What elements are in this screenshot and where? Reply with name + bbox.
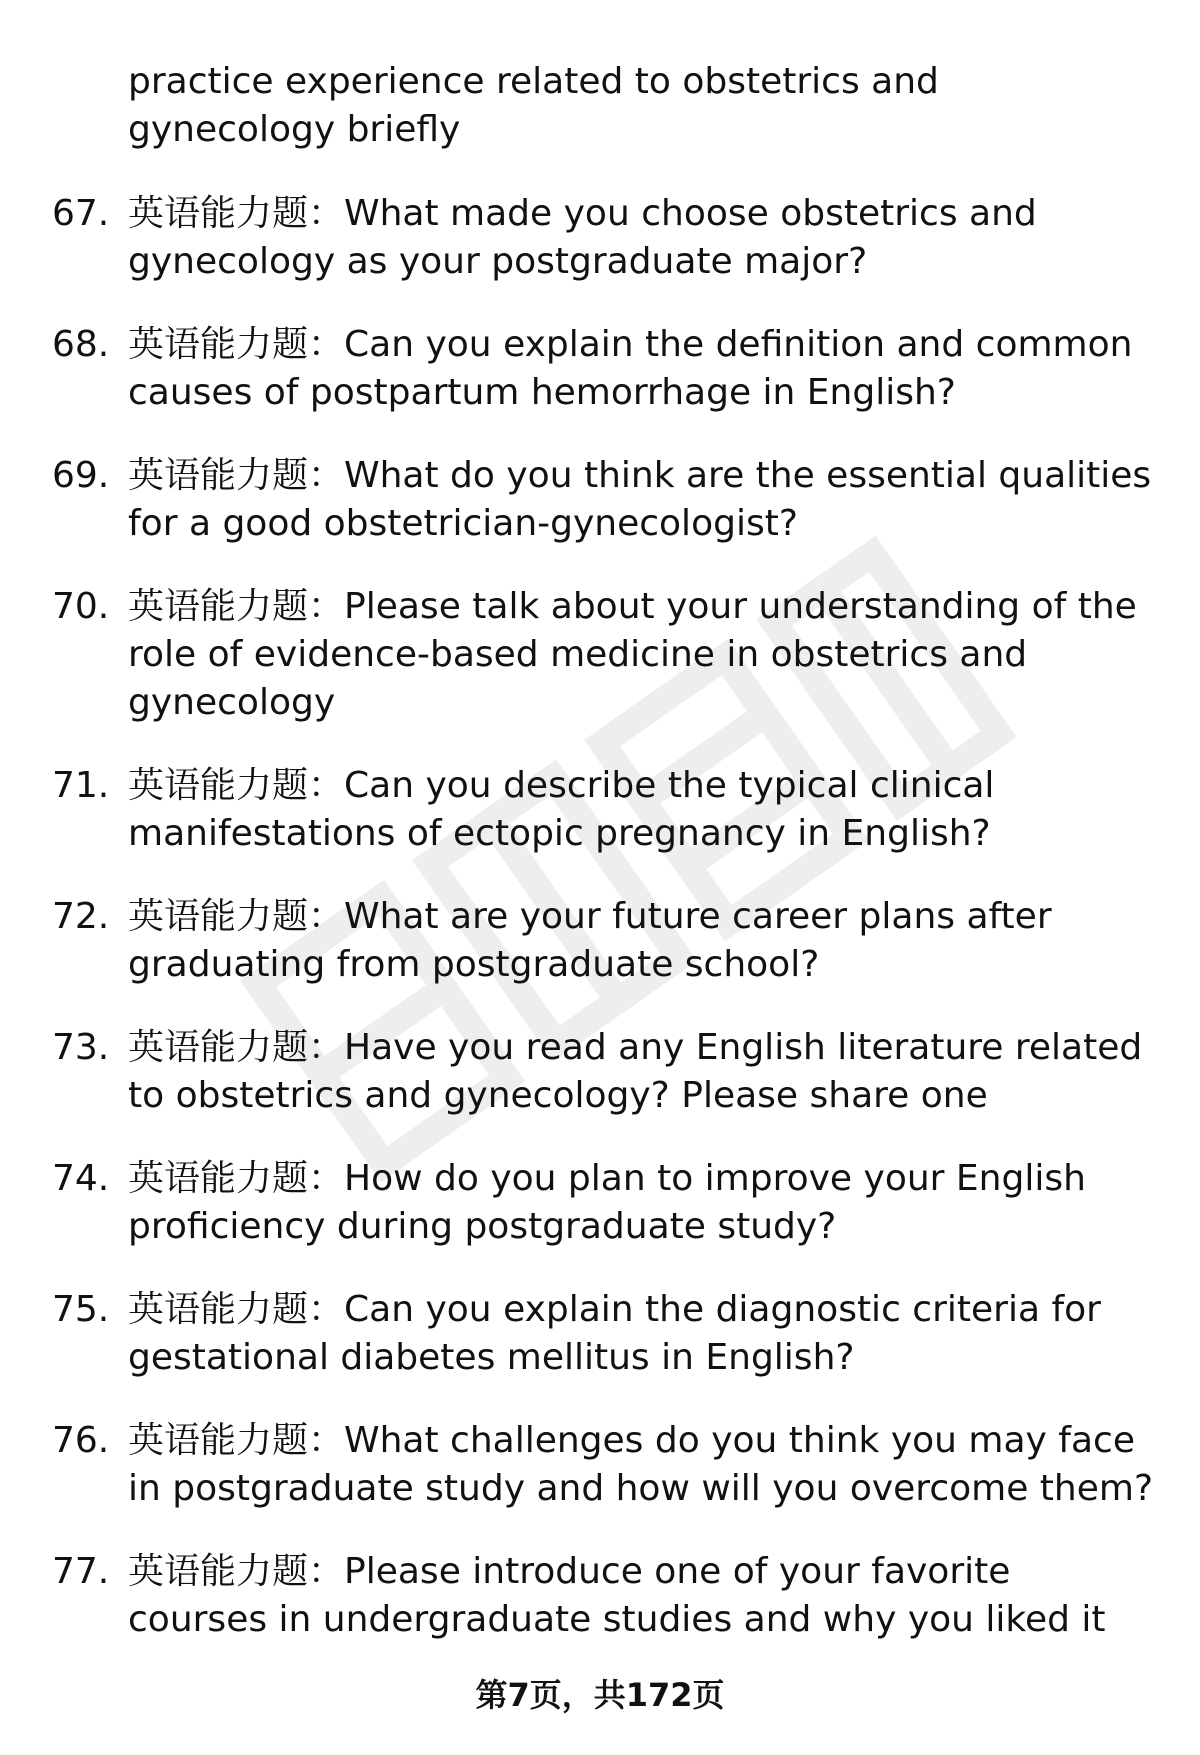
question-number: 70.	[52, 586, 110, 627]
page-number-footer: 第7页，共172页	[475, 1676, 725, 1714]
question-category-label: 英语能力题：	[128, 1289, 345, 1330]
question-number: 67.	[52, 193, 110, 234]
question-number: 76.	[52, 1420, 110, 1461]
question-category-label: 英语能力题：	[128, 1027, 345, 1068]
question-list	[0, 190, 1200, 1679]
question-text: Can you describe the typical clinical manifestations of ectopic pregnancy in English?	[128, 765, 995, 854]
question-category-label: 英语能力题：	[128, 765, 345, 806]
question-number: 72.	[52, 896, 110, 937]
question-item	[0, 1024, 1200, 1120]
question-item	[0, 893, 1200, 989]
question-category-label: 英语能力题：	[128, 1551, 345, 1592]
question-text: Have you read any English literature related to obstetrics and gynecology? Please share one	[128, 1027, 1143, 1116]
question-item	[0, 1155, 1200, 1251]
question-item	[0, 321, 1200, 417]
question-number: 71.	[52, 765, 110, 806]
question-item	[0, 1286, 1200, 1382]
question-text: Please introduce one of your favorite courses in undergraduate studies and why you liked it	[128, 1551, 1106, 1640]
question-item	[0, 583, 1200, 727]
question-text: What challenges do you think you may face in postgraduate study and how will you overcome them?	[128, 1420, 1154, 1509]
question-number: 74.	[52, 1158, 110, 1199]
question-item	[0, 1417, 1200, 1513]
question-number: 69.	[52, 455, 110, 496]
question-category-label: 英语能力题：	[128, 1158, 345, 1199]
question-item	[0, 452, 1200, 548]
question-text: What are your future career plans after graduating from postgraduate school?	[128, 896, 1052, 985]
question-number: 75.	[52, 1289, 110, 1330]
question-text: How do you plan to improve your English proficiency during postgraduate study?	[128, 1158, 1086, 1247]
question-category-label: 英语能力题：	[128, 896, 345, 937]
question-text: Can you explain the definition and common causes of postpartum hemorrhage in English?	[128, 324, 1133, 413]
question-text: Please talk about your understanding of the role of evidence-based medicine in obstetrics and gynecology	[128, 586, 1137, 723]
question-number: 73.	[52, 1027, 110, 1068]
question-text: What made you choose obstetrics and gynecology as your postgraduate major?	[128, 193, 1037, 282]
question-category-label: 英语能力题：	[128, 324, 345, 365]
question-category-label: 英语能力题：	[128, 455, 345, 496]
question-category-label: 英语能力题：	[128, 1420, 345, 1461]
question-continuation-text: practice experience related to obstetrics and gynecology briefly	[128, 61, 939, 150]
question-number: 68.	[52, 324, 110, 365]
question-text: What do you think are the essential qualities for a good obstetrician-gynecologist?	[128, 455, 1152, 544]
question-item	[0, 1548, 1200, 1644]
question-item	[0, 190, 1200, 286]
question-text: Can you explain the diagnostic criteria for gestational diabetes mellitus in English?	[128, 1289, 1101, 1378]
question-number: 77.	[52, 1551, 110, 1592]
question-item	[0, 762, 1200, 858]
question-category-label: 英语能力题：	[128, 193, 345, 234]
question-category-label: 英语能力题：	[128, 586, 345, 627]
